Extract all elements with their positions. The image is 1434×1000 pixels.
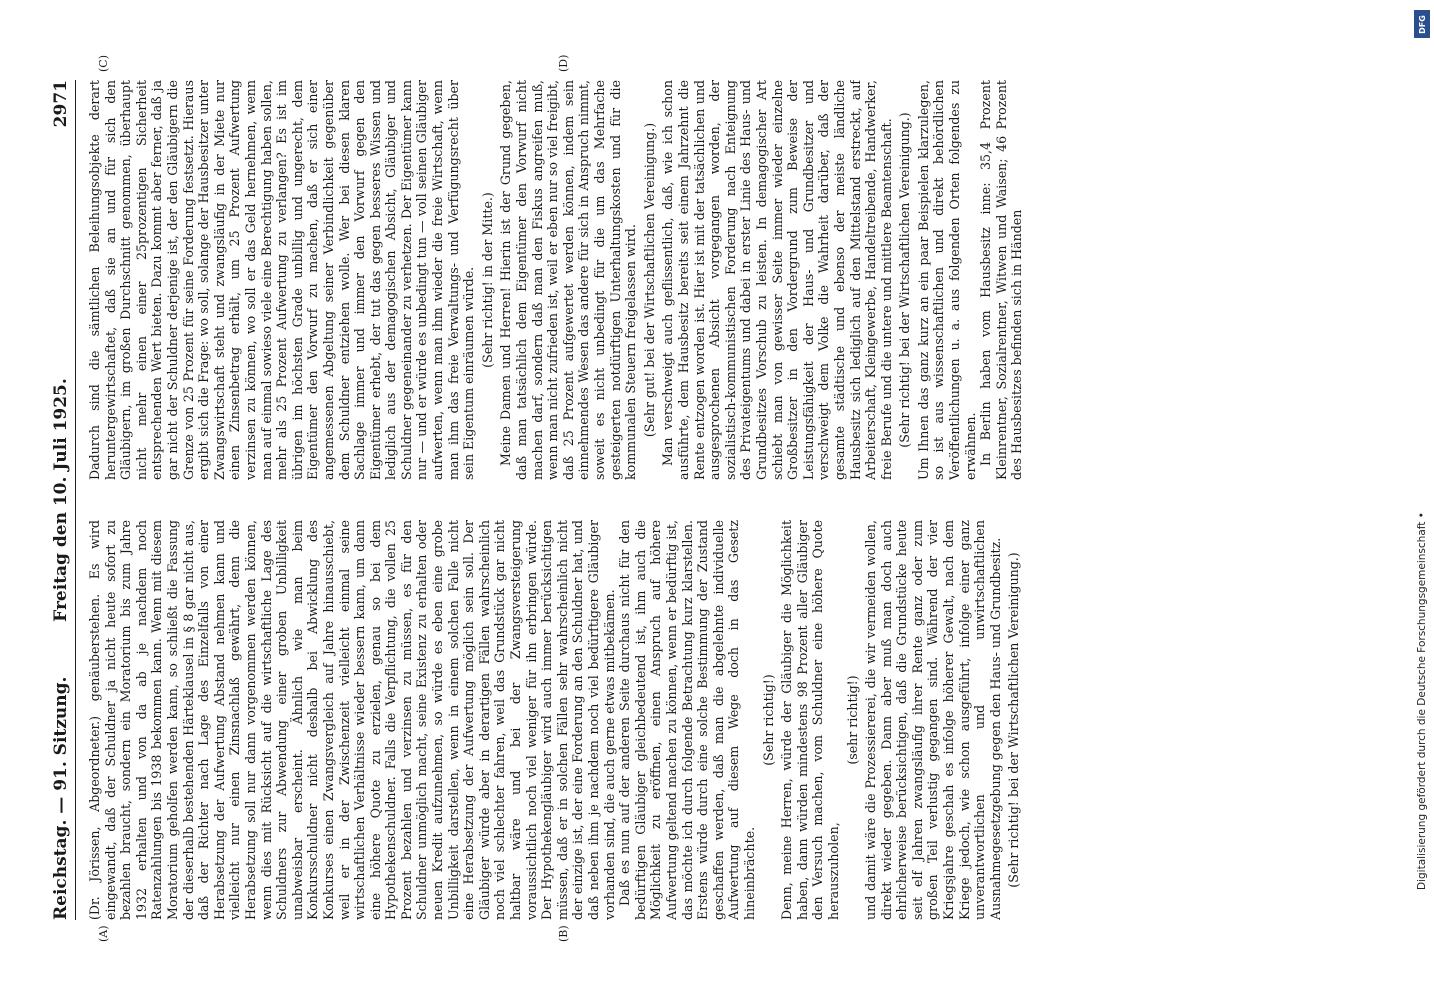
interjection: (Sehr richtig!): [760, 674, 776, 766]
digitization-credit-bar: [1410, 0, 1434, 1000]
dfg-logo-text: DFG: [1417, 14, 1427, 34]
digitization-credit: Digitalisierung gefördert durch die Deutsche Forschungsgemeinschaft •: [1416, 512, 1428, 890]
text-column-left: [87, 520, 1207, 920]
interjection: (Sehr richtig! in der Mitte.): [479, 192, 495, 368]
paragraph: und damit wäre die Prozessiererei, die wir vermeiden wollen, direkt wieder gegeben. Dann aber muß man doch auch ehrlicherweise berücksichtigen, daß die Grundstücke heute seit elf Jahren zwangsläufig ihrer Rente ganz oder zum großen Teil verlustig gegangen sind. Während der vier Kriegsjahre geschah es infolge höherer Gewalt, nach dem Kriege jedoch, wie schon ausgeführt, infolge einer ganz unverantwortlichen und unwirtschaftlichen Ausnahmegesetzgebung gegen den Haus- und Grundbesitz.: [863, 520, 1003, 920]
paragraph: Denn, meine Herren, würde der Gläubiger die Möglichkeit haben, dann würden mindestens 98 Prozent aller Gläubiger den Versuch machen, vom Schuldner eine höhere Quote herauszuholen,: [779, 520, 841, 920]
margin-marker-a: (A): [97, 925, 110, 942]
scanned-sheet: [37, 50, 1217, 950]
margin-marker-d: (D): [557, 54, 570, 72]
header-date: Freitag den 10. Juli 1925.: [51, 378, 71, 622]
interjection: (sehr richtig!): [844, 675, 860, 765]
rotated-frame: [37, 50, 1217, 950]
header-session: Reichstag. — 91. Sitzung.: [51, 676, 71, 920]
paragraph: Man verschweigt auch geflissentlich, daß, wie ich schon ausführte, dem Hausbesitz bereits seit einem Jahrzehnt die Rente entzogen worden ist. Hier ist mit der tatsächlichen und ausgesprochenen Absicht vorgegangen worden, der sozialistisch-kommunistischen Forderung nach Enteignung des Privateigentums und dabei in erster Linie des Haus- und Grundbesitzes Vorschub zu leisten. In demagogischer Art schiebt man von gewisser Seite immer wieder einzelne Großbesitzer in den Vordergrund zum Beweise der Leistungsfähigkeit der Haus- und Grundbesitzer und verschweigt dem Volke die Wahrheit darüber, daß der gesamte städtische und ebenso der meiste ländliche Hausbesitz sich lediglich auf den Mittelstand erstreckt, auf Arbeiterschaft, Kleingewerbe, Handeltreibende, Handwerker, freie Berufe und die untere und mittlere Beamtenschaft.: [660, 80, 894, 480]
page-header: [51, 80, 76, 920]
margin-marker-b: (B): [557, 925, 570, 942]
paragraph: Dadurch sind die sämtlichen Beleihungsobjekte derart heruntergewirtschaftet, daß sie an und für sich den Gläubigern, im großen Durchschnitt genommen, überhaupt nicht mehr einen einer 25prozentigen Sicherheit entsprechenden Wert bieten. Dazu kommt aber ferner, daß ja gar nicht der Schuldner derjenige ist, der den Gläubigern die Grenze von 25 Prozent für seine Forderung festsetzt. Hieraus ergibt sich die Frage: wo soll, solange der Hausbesitzer unter Zwangswirtschaft steht und zwangsläufig in der Miete nur einen Zinsenbetrag erhält, um 25 Prozent Aufwertung verzinsen zu können, wo soll er das Geld hernehmen, wenn man auf einmal sowieso viele eine Berechtigung haben sollen, mehr als 25 Prozent Aufwertung zu verlangen? Es ist im übrigen im höchsten Grade unbillig und ungerecht, dem Eigentümer den Vorwurf zu machen, daß er sich einer angemessenen Abgeltung seiner Verbindlichkeit gegenüber dem Schuldner entziehen wolle. Wer bei diesen klaren Sachlage immer und immer den Vorwurf gegen den Eigentümer erhebt, der tut das gegen besseres Wissen und lediglich aus der demagogischen Absicht, Gläubiger und Schuldner gegeneinander zu verhetzen. Der Eigentümer kann nur — und er würde es unbedingt tun — voll seinen Gläubiger aufwerten, wenn man ihm wieder die freie Wirtschaft, wenn man ihm das freie Verwaltungs- und Verfügungsrecht über sein Eigentum einräumen würde.: [87, 80, 477, 480]
paragraph: Um Ihnen das ganz kurz an ein paar Beispielen klarzulegen, so ist aus wissenschaftlichen und direkt behördlichen Veröffentlichungen u. a. aus folgenden Orten folgendes zu erwähnen.: [915, 80, 978, 480]
header-page-number: 2971: [51, 80, 71, 128]
paragraph: Daß es nun auf der anderen Seite durchaus nicht für den bedürftigen Gläubiger gleichbedeutend ist, ihm auch die Möglichkeit zu eröffnen, einen Anspruch auf höhere Aufwertung geltend machen zu können, wenn er bedürftig ist, das möchte ich durch folgende Betrachtung kurz klarstellen. Erstens würde durch eine solche Bestimmung der Zustand geschaffen werden, daß man die abgelehnte individuelle Aufwertung auf diesem Wege doch in das Gesetz hineinbrächte.: [617, 520, 757, 920]
text-column-right: [87, 80, 1207, 480]
paragraph: In Berlin haben vom Hausbesitz inne: 35,4 Prozent Kleinrentner, Sozialrentner, Witwen und Waisen; 46 Prozent des Hausbesitzes befinden sich in Händen: [978, 80, 1025, 480]
interjection: (Sehr richtig! bei der Wirtschaftlichen Vereinigung.): [897, 112, 913, 448]
paragraph: (Dr. Jörissen, Abgeordneter.) genäuberstehen. Es wird eingewandt, daß der Schuldner ja nicht heute sofort zu bezahlen braucht, sondern ein Moratorium bis zum Jahre 1932 erhalten und von da ab je nachdem noch Ratenzahlungen bis 1938 bekommen kann. Wenn mit diesem Moratorium geholfen werden kann, so schließt die Fassung der dieserhalb bestehenden Härteklausel in § 8 gar nicht aus, daß der Richter nach Lage des Einzelfalls von einer Herabsetzung der Aufwertung Abstand nehmen kann und vielleicht nur einen Zinsnachlaß gewährt, denn die Herabsetzung soll nur dann vorgenommen werden können, wenn dies mit Rücksicht auf die wirtschaftliche Lage des Schuldners zur Abwendung einer groben Unbilligkeit unabweisbar erscheint. Ähnlich wie man beim Konkursschuldner nicht deshalb bei Abwicklung des Konkurses einen Zwangsvergleich auf Jahre hinausschiebt, weil er in der Zwischenzeit vielleicht einmal seine wirtschaftlichen Verhältnisse wieder bessern kann, um dann eine höhere Quote zu erzielen, genau so bei dem Hypothekenschuldner. Falls die Verpflichtung, die vollen 25 Prozent bezahlen und verzinsen zu müssen, es für den Schuldner unmöglich macht, seine Existenz zu erhalten oder neuen Kredit aufzunehmen, so würde es eben eine grobe Unbilligkeit darstellen, wenn in einem solchen Falle nicht eine Herabsetzung der Aufwertung möglich sein soll. Der Gläubiger würde aber in derartigen Fällen wahrscheinlich noch viel schlechter fahren, weil das Grundstück gar nicht haltbar wäre und bei der Zwangsversteigerung voraussichtlich noch viel weniger für ihn erbringen würde. Der Hypothekengläubiger wird auch immer berücksichtigen müssen, daß er in solchen Fällen sehr wahrscheinlich nicht der einzige ist, der eine Forderung an den Schuldner hat, und daß neben ihm je nachdem noch viel bedürftigere Gläubiger vorhanden sind, die auch gerne etwas mitbekämen.: [87, 520, 617, 920]
interjection: (Sehr richtig! bei der Wirtschaftlichen Vereinigung.): [1006, 552, 1022, 888]
paragraph: Meine Damen und Herren! Hierin ist der Grund gegeben, daß man tatsächlich dem Eigentümer den Vorwurf nicht machen darf, sondern daß man den Fiskus angreifen muß, wenn man nicht zufrieden ist, weil er eben nur so viel freigibt, daß 25 Prozent aufgewertet werden können, indem sein einnehmendes Wesen das andere für sich in Anspruch nimmt, soweit es nicht unbedingt für die um das Mehrfache gesteigerten notdürftigen Unterhaltungskosten und für die kommunalen Steuern freigelassen wird.: [498, 80, 639, 480]
dfg-logo: [1414, 10, 1430, 38]
interjection: (Sehr gut! bei der Wirtschaftlichen Vereinigung.): [641, 122, 657, 438]
margin-marker-c: (C): [97, 55, 110, 72]
